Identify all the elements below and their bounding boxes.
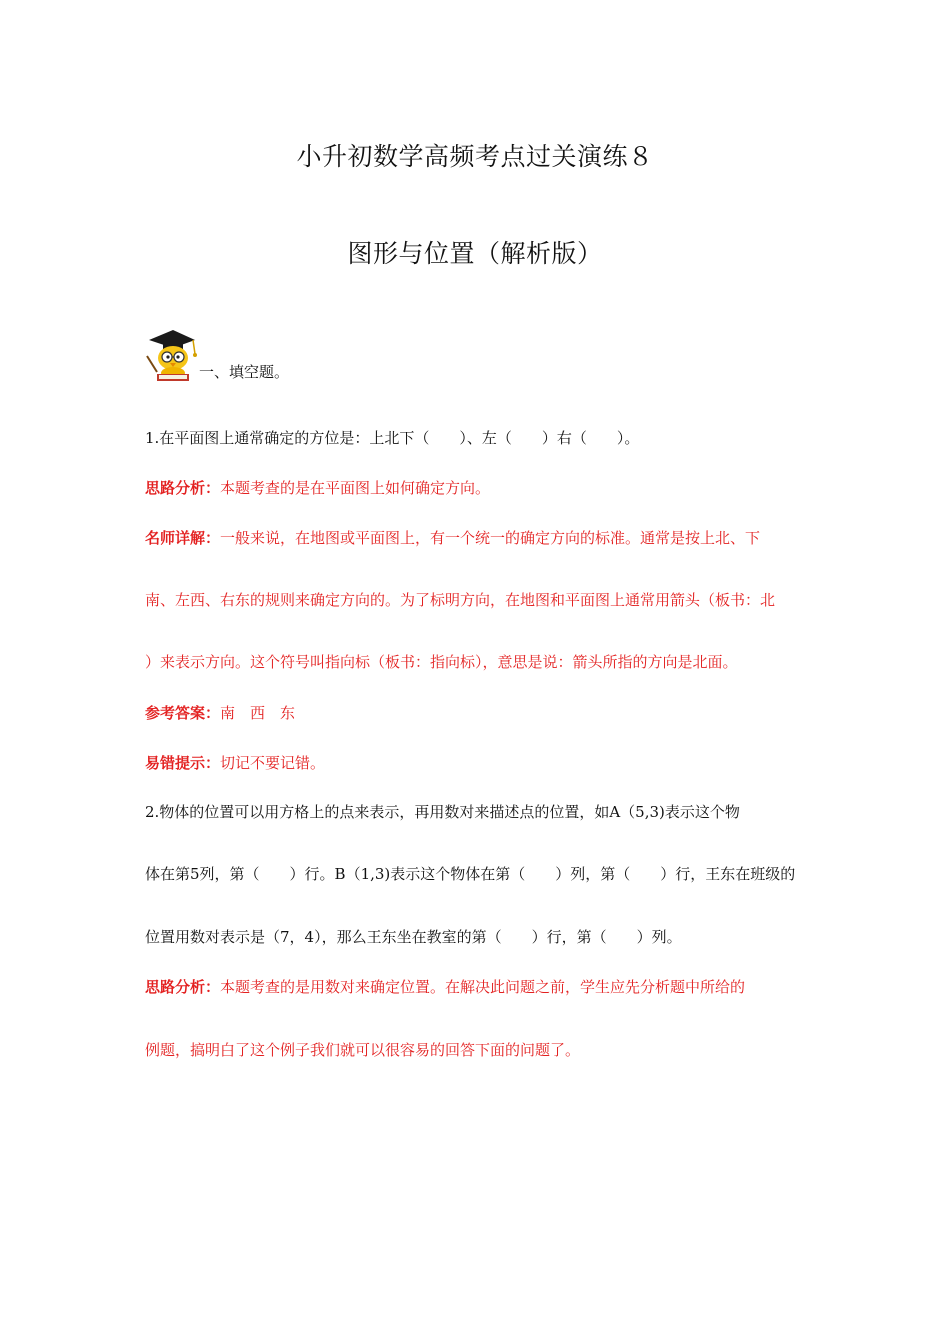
answer-label: 参考答案： xyxy=(145,704,221,722)
question-2-line-3: 位置用数对表示是（7，4），那么王东坐在教室的第（ ）行，第（ ）列。 xyxy=(145,928,682,946)
q1-explain-line-3: ）来表示方向。这个符号叫指向标（板书：指向标），意思是说：箭头所指的方向是北面。 xyxy=(145,653,738,671)
tip-label: 易错提示： xyxy=(145,754,221,772)
question-1: 1.在平面图上通常确定的方位是：上北下（ ）、左（ ）右（ ）。 xyxy=(145,429,640,447)
q1-tip xyxy=(145,753,810,773)
q1-explain-line-2: 南、左西、右东的规则来确定方向的。为了标明方向，在地图和平面图上通常用箭头（板书：北 xyxy=(145,591,776,609)
explain-text-1: 一般来说，在地图或平面图上，有一个统一的确定方向的标准。通常是按上北、下 xyxy=(220,529,761,547)
analysis-label: 思路分析： xyxy=(145,978,221,996)
analysis-label: 思路分析： xyxy=(145,479,221,497)
section-heading-text: 一、填空题。 xyxy=(199,363,290,381)
explain-label: 名师详解： xyxy=(145,529,221,547)
question-2-line-2: 体在第5列，第（ ）行。B（1,3)表示这个物体在第（ ）列，第（ ）行，王东在班级的 xyxy=(145,865,796,883)
q1-analysis xyxy=(145,478,810,498)
q1-answer xyxy=(145,703,810,723)
question-2-line-1: 2.物体的位置可以用方格上的点来表示，再用数对来描述点的位置，如A（5,3)表示这个物 xyxy=(145,803,740,821)
document-title: 小升初数学高频考点过关演练８ xyxy=(296,142,654,171)
q1-explain-line-1 xyxy=(145,528,810,548)
q2-analysis-line-1 xyxy=(145,977,810,997)
analysis-text: 本题考查的是在平面图上如何确定方向。 xyxy=(220,479,491,497)
section-heading xyxy=(143,322,289,384)
graduate-mascot-icon xyxy=(143,326,199,384)
document-subtitle: 图形与位置（解析版） xyxy=(347,239,603,268)
q2-analysis-line-2: 例题，搞明白了这个例子我们就可以很容易的回答下面的问题了。 xyxy=(145,1041,581,1059)
answer-text: 南 西 东 xyxy=(220,704,296,722)
tip-text: 切记不要记错。 xyxy=(220,754,326,772)
analysis-text-1: 本题考查的是用数对来确定位置。在解决此问题之前，学生应先分析题中所给的 xyxy=(220,978,746,996)
